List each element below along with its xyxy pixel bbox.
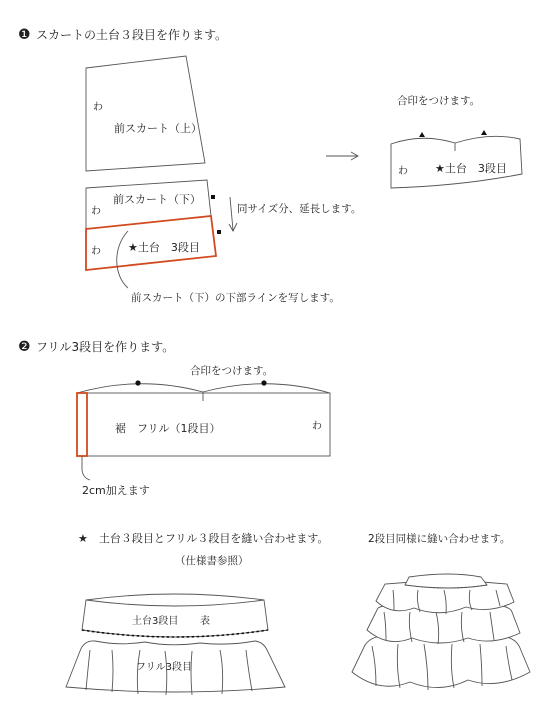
trace-leader-line <box>117 231 128 288</box>
result-wa-label: わ <box>398 166 408 177</box>
finished-skirt-illustration <box>352 574 530 690</box>
skirt-waistband-illustration <box>405 574 487 588</box>
base-frill-sewn-illustration <box>66 594 285 695</box>
match-marks-note: 合印をつけます。 <box>397 95 481 107</box>
upper-piece-label: 前スカート（上） <box>114 122 202 135</box>
frill-piece-label: 裾 フリル（1段目） <box>115 422 221 435</box>
step1-title: スカートの土台３段目を作ります。 <box>36 28 228 42</box>
extension-note: 同サイズ分、延長します。 <box>237 203 362 215</box>
trace-note: 前スカート（下）の下部ラインを写します。 <box>131 292 340 304</box>
sew-instruction: ★ 土台３段目とフリル３段目を縫い合わせます。 <box>78 532 329 545</box>
result-piece-label: ★土台 3段目 <box>435 162 507 175</box>
step2-title: フリル3段目を作ります。 <box>36 340 175 354</box>
lower-piece-wa-label: わ <box>91 206 101 217</box>
step2-number: ❷ <box>18 339 31 355</box>
base-piece-label: ★土台 3段目 <box>128 241 200 254</box>
spec-reference-note: （仕様書参照） <box>175 555 249 567</box>
match-mark-square-top <box>211 195 215 199</box>
face-side-label: 表 <box>200 616 210 627</box>
same-as-tier2-note: 2段目同様に縫い合わせます。 <box>368 533 511 545</box>
extension-arrow-line <box>230 197 233 230</box>
frill-tier3-label: フリル3段目 <box>136 662 192 673</box>
base-tier3-label: 土台3段目 <box>132 616 179 627</box>
match-mark-triangle-right <box>481 130 487 135</box>
seam-allowance-strip <box>77 393 87 456</box>
add-note-leader <box>82 456 90 480</box>
match-curve <box>77 384 330 393</box>
match-dot-right <box>261 380 266 385</box>
step1-number: ❶ <box>18 27 31 43</box>
base-piece-wa-label: わ <box>91 246 101 257</box>
frill-wa-label: わ <box>312 421 322 432</box>
match-mark-square-bottom <box>217 230 221 234</box>
lower-piece-label: 前スカート（下） <box>113 193 201 206</box>
front-skirt-upper-piece <box>86 56 205 171</box>
match-dot-left <box>135 380 140 385</box>
frill-match-note: 合印をつけます。 <box>190 365 274 377</box>
upper-piece-wa-label: わ <box>93 102 103 113</box>
add-allowance-note: 2cm加えます <box>82 484 150 497</box>
match-mark-triangle-left <box>419 132 425 137</box>
